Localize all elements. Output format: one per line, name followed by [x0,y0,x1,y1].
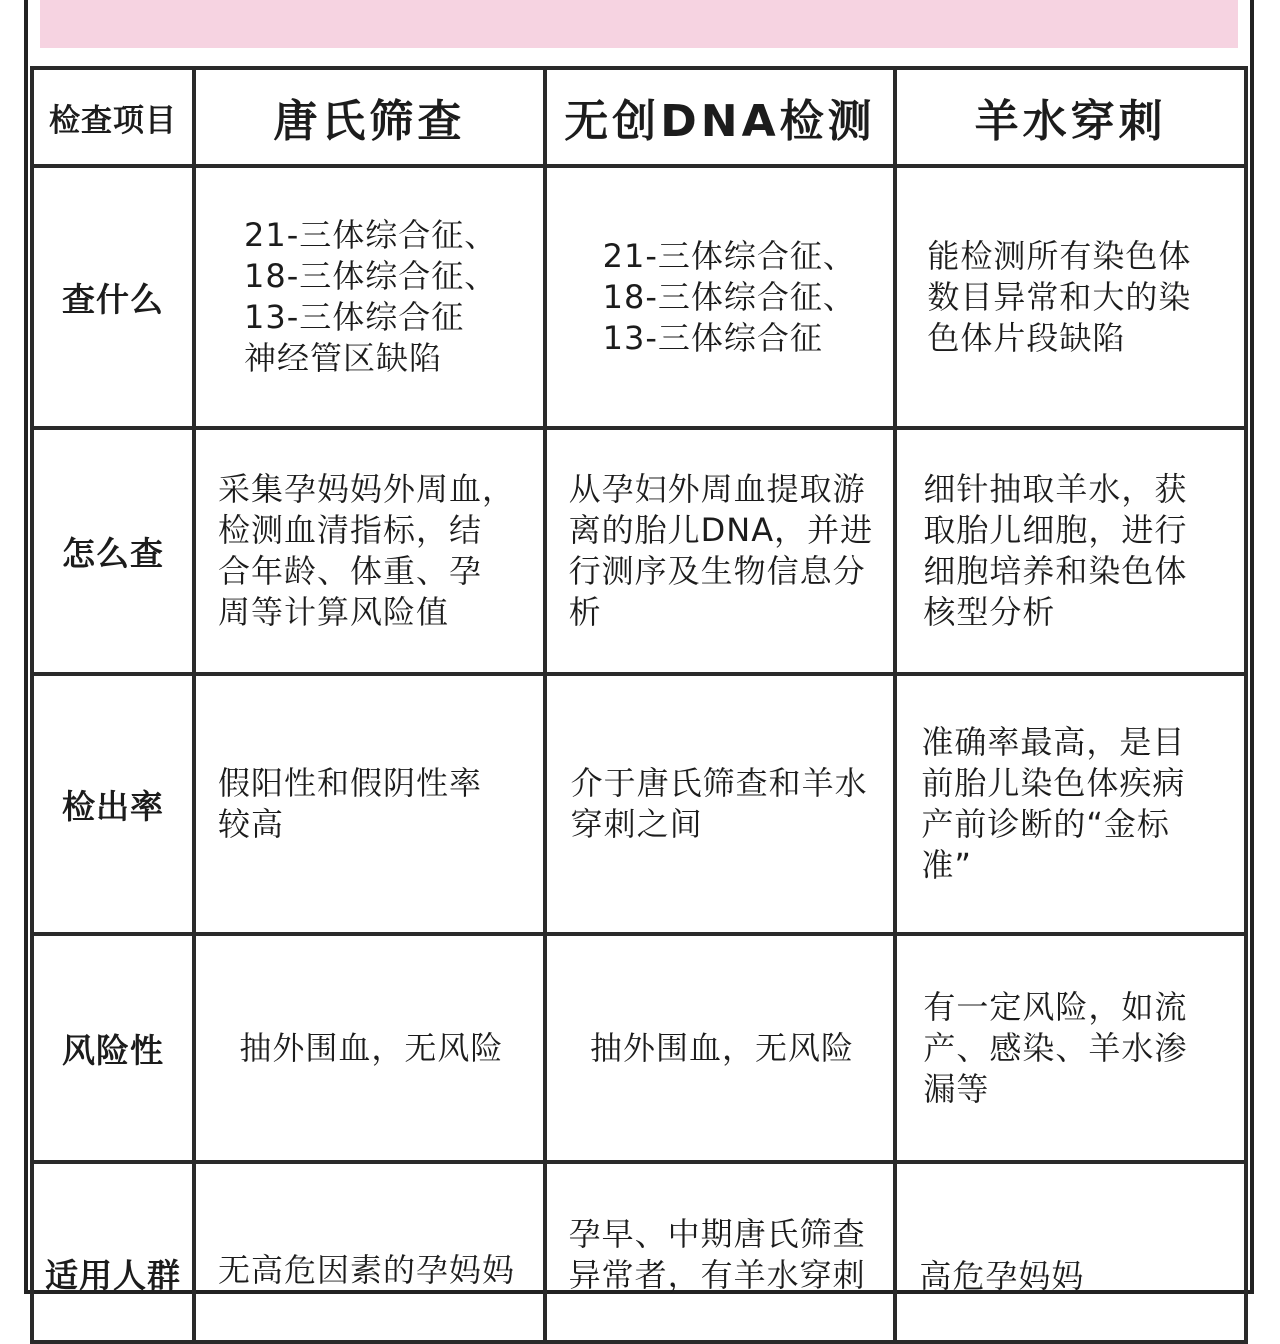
table-cell: 21-三体综合征、 18-三体综合征、 13-三体综合征 神经管区缺陷 [194,166,545,428]
comparison-table [30,66,1248,1344]
table-cell: 介于唐氏筛查和羊水 穿刺之间 [545,674,896,934]
table-cell: 无高危因素的孕妈妈 [194,1162,545,1342]
table-header-row [32,68,1246,166]
table-cell: 从孕妇外周血提取游 离的胎儿DNA，并进 行测序及生物信息分 析 [545,428,896,674]
table-row-what [32,166,1246,428]
table-cell: 高危孕妈妈 [895,1162,1246,1342]
table-row-target-group [32,1162,1246,1342]
row-label: 怎么查 [32,428,194,674]
row-label: 检出率 [32,674,194,934]
column-header-down-screening: 唐氏筛查 [194,68,545,166]
table-cell: 准确率最高，是目 前胎儿染色体疾病 产前诊断的“金标 准” [895,674,1246,934]
table-cell: 孕早、中期唐氏筛查 异常者，有羊水穿刺 [545,1162,896,1342]
table-row-detection-rate [32,674,1246,934]
table-cell: 21-三体综合征、 18-三体综合征、 13-三体综合征 [545,166,896,428]
header-banner [40,0,1238,48]
row-label: 查什么 [32,166,194,428]
table-row-risk [32,934,1246,1162]
column-header-amniocentesis: 羊水穿刺 [895,68,1246,166]
table-cell: 假阳性和假阴性率 较高 [194,674,545,934]
table-cell: 有一定风险，如流 产、感染、羊水渗 漏等 [895,934,1246,1162]
corner-label: 检查项目 [32,68,194,166]
column-header-nipt: 无创DNA检测 [545,68,896,166]
table-cell: 抽外围血，无风险 [545,934,896,1162]
row-label: 风险性 [32,934,194,1162]
table-cell: 细针抽取羊水，获 取胎儿细胞，进行 细胞培养和染色体 核型分析 [895,428,1246,674]
table-cell: 抽外围血，无风险 [194,934,545,1162]
table-cell: 能检测所有染色体 数目异常和大的染 色体片段缺陷 [895,166,1246,428]
table-row-how [32,428,1246,674]
row-label: 适用人群 [32,1162,194,1342]
table-cell: 采集孕妈妈外周血， 检测血清指标，结 合年龄、体重、孕 周等计算风险值 [194,428,545,674]
